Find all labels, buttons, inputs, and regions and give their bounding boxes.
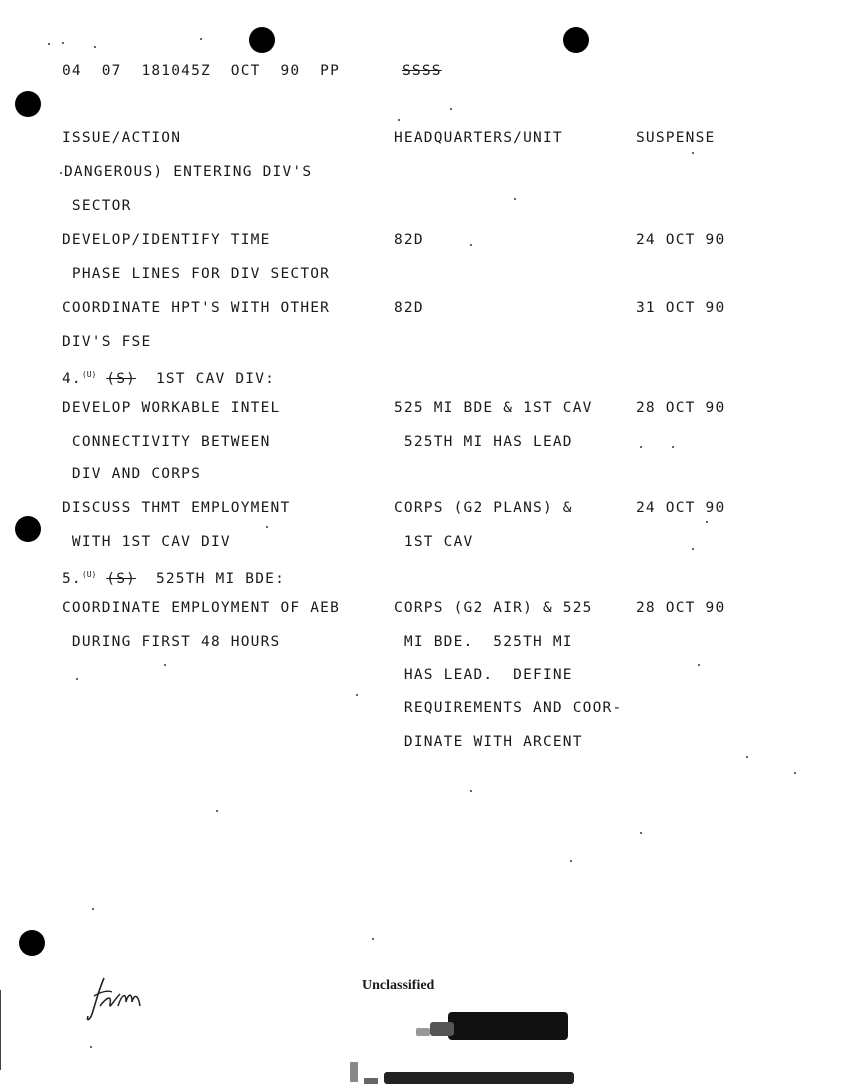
row-unit: 1ST CAV bbox=[394, 534, 474, 550]
row-unit: CORPS (G2 AIR) & 525 bbox=[394, 600, 593, 616]
scan-speck bbox=[398, 119, 400, 121]
struck-classification: SSSS bbox=[402, 63, 442, 79]
smudged-stamp-mark bbox=[410, 1008, 580, 1048]
section-marking: (U) bbox=[81, 370, 97, 379]
punch-hole bbox=[19, 930, 45, 956]
row-issue: DISCUSS THMT EMPLOYMENT bbox=[62, 500, 291, 516]
scan-speck bbox=[794, 772, 796, 774]
row-unit: 82D bbox=[394, 300, 424, 316]
scan-speck bbox=[640, 832, 642, 834]
column-header-unit: HEADQUARTERS/UNIT bbox=[394, 130, 563, 146]
scan-speck bbox=[200, 38, 202, 40]
punch-hole bbox=[249, 27, 275, 53]
row-suspense: 28 OCT 90 bbox=[636, 600, 726, 616]
scan-speck bbox=[514, 198, 516, 200]
row-issue: PHASE LINES FOR DIV SECTOR bbox=[62, 266, 331, 282]
scan-speck bbox=[672, 446, 674, 448]
row-issue: DEVELOP/IDENTIFY TIME bbox=[62, 232, 271, 248]
struck-marking: (S) bbox=[106, 370, 137, 387]
row-unit: 82D bbox=[394, 232, 424, 248]
scan-speck bbox=[450, 108, 452, 110]
page-edge-mark bbox=[0, 990, 1, 1070]
row-suspense: 24 OCT 90 bbox=[636, 500, 726, 516]
scan-speck bbox=[692, 152, 694, 154]
handwritten-initials bbox=[82, 972, 152, 1024]
row-issue: COORDINATE HPT'S WITH OTHER bbox=[62, 300, 331, 316]
scan-speck bbox=[692, 548, 694, 550]
struck-marking: (S) bbox=[106, 570, 137, 587]
column-header-issue: ISSUE/ACTION bbox=[62, 130, 182, 146]
punch-hole bbox=[563, 27, 589, 53]
section-title: 525TH MI BDE: bbox=[155, 570, 286, 587]
scan-speck bbox=[372, 938, 374, 940]
scan-speck bbox=[640, 446, 642, 448]
section-heading-4 bbox=[62, 366, 275, 388]
row-unit: DINATE WITH ARCENT bbox=[394, 734, 583, 750]
row-issue: DANGEROUS) ENTERING DIV'S bbox=[64, 164, 313, 180]
scan-speck bbox=[216, 810, 218, 812]
scan-speck bbox=[746, 756, 748, 758]
row-issue: DURING FIRST 48 HOURS bbox=[62, 634, 281, 650]
scan-speck bbox=[76, 678, 78, 680]
classification-footer: Unclassified bbox=[362, 978, 435, 993]
section-number: 5. bbox=[62, 570, 82, 587]
row-unit: CORPS (G2 PLANS) & bbox=[394, 500, 573, 516]
row-issue: DIV AND CORPS bbox=[62, 466, 202, 482]
row-issue: DEVELOP WORKABLE INTEL bbox=[62, 400, 281, 416]
scan-speck bbox=[62, 42, 64, 44]
scan-speck bbox=[90, 1046, 92, 1048]
section-marking: (U) bbox=[81, 570, 97, 579]
section-number: 4. bbox=[62, 370, 82, 387]
row-issue: WITH 1ST CAV DIV bbox=[62, 534, 231, 550]
row-suspense: 28 OCT 90 bbox=[636, 400, 726, 416]
punch-hole bbox=[15, 516, 41, 542]
row-unit: HAS LEAD. DEFINE bbox=[394, 667, 573, 683]
row-unit: MI BDE. 525TH MI bbox=[394, 634, 573, 650]
scan-speck bbox=[92, 908, 94, 910]
scan-speck bbox=[48, 43, 50, 45]
scan-speck bbox=[60, 172, 62, 174]
row-unit: 525 MI BDE & 1ST CAV bbox=[394, 400, 593, 416]
message-header: 04 07 181045Z OCT 90 PP bbox=[62, 63, 341, 79]
row-issue: SECTOR bbox=[62, 198, 132, 214]
row-suspense: 31 OCT 90 bbox=[636, 300, 726, 316]
scan-speck bbox=[94, 46, 96, 48]
row-unit: 525TH MI HAS LEAD bbox=[394, 434, 573, 450]
scan-speck bbox=[570, 860, 572, 862]
scan-speck bbox=[698, 664, 700, 666]
scan-speck bbox=[266, 526, 268, 528]
row-issue: COORDINATE EMPLOYMENT OF AEB bbox=[62, 600, 341, 616]
section-heading-5 bbox=[62, 566, 285, 588]
scan-speck bbox=[470, 244, 472, 246]
scan-speck bbox=[356, 694, 358, 696]
row-unit: REQUIREMENTS AND COOR- bbox=[394, 700, 623, 716]
column-header-suspense: SUSPENSE bbox=[636, 130, 716, 146]
scan-speck bbox=[164, 664, 166, 666]
row-issue: CONNECTIVITY BETWEEN bbox=[62, 434, 271, 450]
scan-speck bbox=[470, 790, 472, 792]
row-suspense: 24 OCT 90 bbox=[636, 232, 726, 248]
section-title: 1ST CAV DIV: bbox=[155, 370, 276, 387]
smudged-footer-mark bbox=[340, 1056, 580, 1088]
row-issue: DIV'S FSE bbox=[62, 334, 152, 350]
punch-hole bbox=[15, 91, 41, 117]
scan-speck bbox=[706, 521, 708, 523]
